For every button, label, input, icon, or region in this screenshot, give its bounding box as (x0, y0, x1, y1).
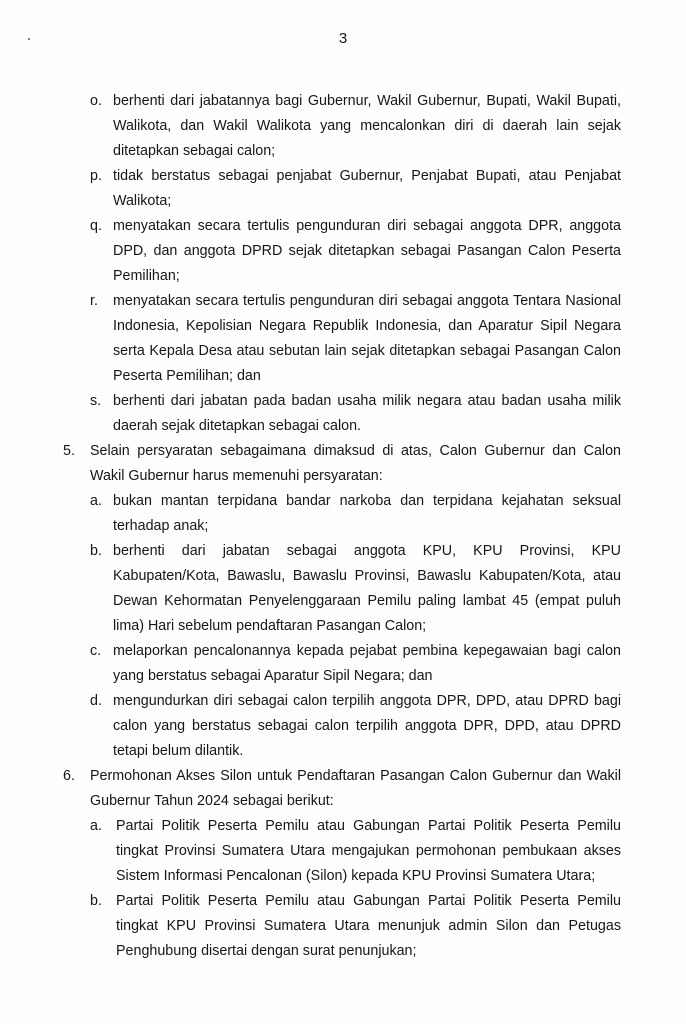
list-marker: r. (90, 293, 98, 309)
list-item-p (90, 164, 621, 214)
list-item-6b (90, 889, 621, 964)
list-item-text: berhenti dari jabatan sebagai anggota KPU, KPU Provinsi, KPU Kabupaten/Kota, Bawaslu, Bawaslu Provinsi, Bawaslu Kabupaten/Kota, atau Dewan Kehormatan Penyelenggaraan Pemilu paling lambat 45 (empat puluh lima) Hari sebelum pendaftaran Pasangan Calon; (113, 543, 621, 634)
list-marker: d. (90, 693, 102, 709)
list-item-text: menyatakan secara tertulis pengunduran diri sebagai anggota DPR, anggota DPD, dan anggota DPRD sejak ditetapkan sebagai Pasangan Calon Peserta Pemilihan; (113, 218, 621, 284)
list-item-text: berhenti dari jabatannya bagi Gubernur, Wakil Gubernur, Bupati, Wakil Bupati, Walikota, dan Wakil Walikota yang mencalonkan diri di daerah lain sejak ditetapkan sebagai calon; (113, 93, 621, 159)
list-marker: 5. (63, 443, 75, 459)
list-marker: c. (90, 643, 102, 659)
list-item-text: melaporkan pencalonannya kepada pejabat pembina kepegawaian bagi calon yang berstatus sebagai Aparatur Sipil Negara; dan (113, 643, 621, 684)
list-item-s (90, 389, 621, 439)
list-item-6a (90, 814, 621, 889)
list-marker: b. (90, 543, 102, 559)
list-item-5b (90, 539, 621, 639)
list-item-text: menyatakan secara tertulis pengunduran diri sebagai anggota Tentara Nasional Indonesia, Kepolisian Negara Republik Indonesia, dan Aparatur Sipil Negara serta Kepala Desa atau sebutan lain sejak ditetapkan sebagai Pasangan Calon Peserta Pemilihan; dan (113, 293, 621, 384)
list-item-text: Partai Politik Peserta Pemilu atau Gabungan Partai Politik Peserta Pemilu tingkat Provinsi Sumatera Utara mengajukan permohonan pembukaan akses Sistem Informasi Pencalonan (Silon) kepada KPU Provinsi Sumatera Utara; (116, 818, 621, 884)
numbered-item-5 (63, 439, 621, 489)
list-item-5a (90, 489, 621, 539)
list-item-text: bukan mantan terpidana bandar narkoba dan terpidana kejahatan seksual terhadap anak; (113, 493, 621, 534)
list-item-5d (90, 689, 621, 764)
list-marker: s. (90, 393, 102, 409)
list-marker: 6. (63, 768, 75, 784)
list-marker: a. (90, 493, 102, 509)
list-item-5c (90, 639, 621, 689)
list-item-q (90, 214, 621, 289)
list-item-text: tidak berstatus sebagai penjabat Gubernur, Penjabat Bupati, atau Penjabat Walikota; (113, 168, 621, 209)
page-number: 3 (338, 30, 348, 47)
list-item-r (90, 289, 621, 389)
list-item-text: mengundurkan diri sebagai calon terpilih anggota DPR, DPD, atau DPRD bagi calon yang berstatus sebagai calon terpilih anggota DPR, DPD, atau DPRD tetapi belum dilantik. (113, 693, 621, 759)
list-item-text: berhenti dari jabatan pada badan usaha milik negara atau badan usaha milik daerah sejak ditetapkan sebagai calon. (113, 393, 621, 434)
list-marker: b. (90, 893, 102, 909)
document-body (0, 89, 686, 964)
list-marker: o. (90, 93, 102, 109)
list-item-text: Partai Politik Peserta Pemilu atau Gabungan Partai Politik Peserta Pemilu tingkat KPU Provinsi Sumatera Utara menunjuk admin Silon dan Petugas Penghubung disertai dengan surat penunjukan; (116, 893, 621, 959)
list-item-text: Permohonan Akses Silon untuk Pendaftaran Pasangan Calon Gubernur dan Wakil Gubernur Tahun 2024 sebagai berikut: (90, 768, 621, 809)
list-item-text: Selain persyaratan sebagaimana dimaksud di atas, Calon Gubernur dan Calon Wakil Gubernur harus memenuhi persyaratan: (90, 443, 621, 484)
list-marker: q. (90, 218, 102, 234)
list-item-o (90, 89, 621, 164)
list-marker: p. (90, 168, 102, 184)
numbered-item-6 (63, 764, 621, 814)
list-marker: a. (90, 818, 102, 834)
